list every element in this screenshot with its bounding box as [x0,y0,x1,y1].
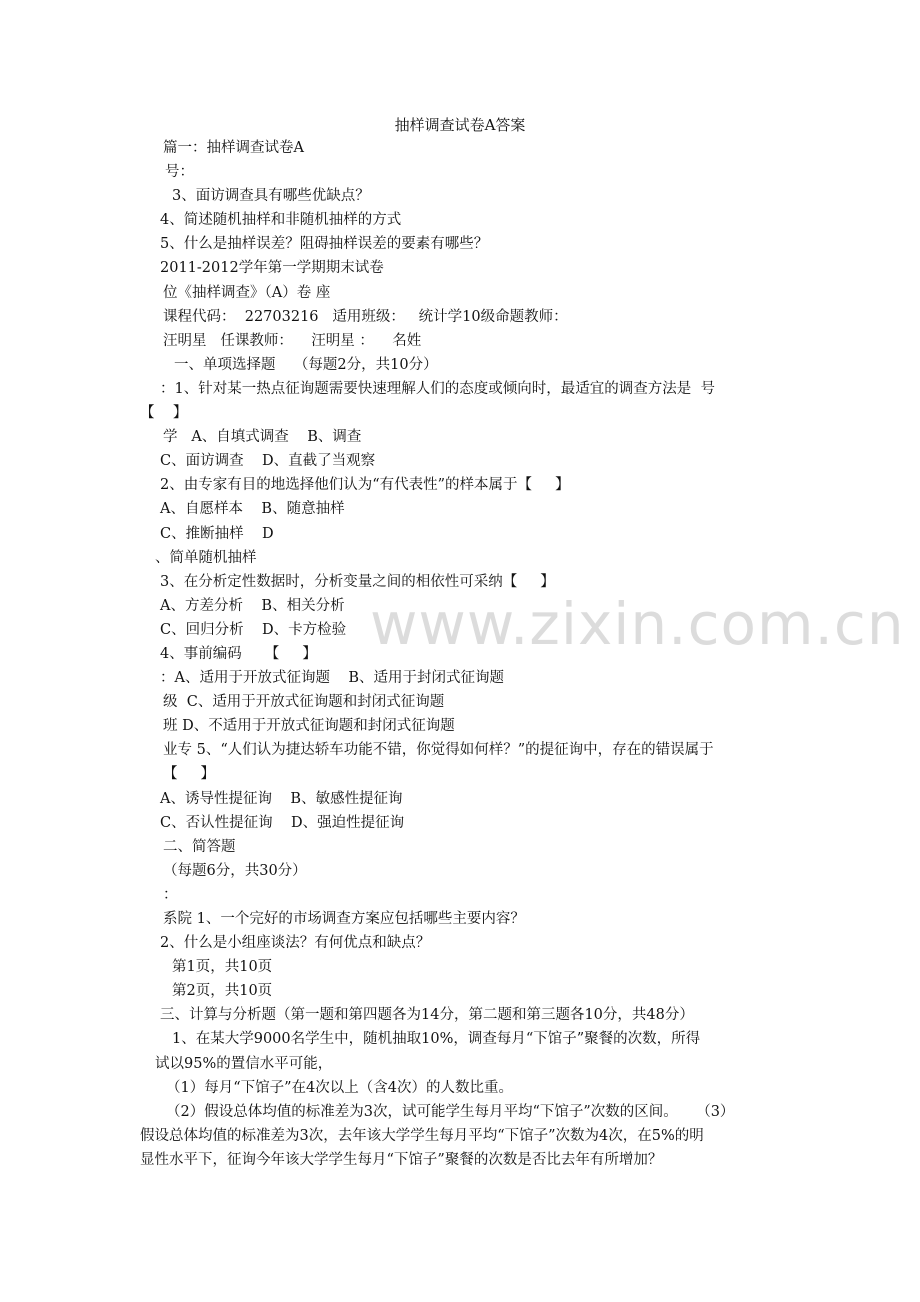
body-line: ：1、针对某一热点征询题需要快速理解人们的态度或倾向时，最适宜的调查方法是 号 [160,380,715,397]
body-line: 级 C、适用于开放式征询题和封闭式征询题 [163,694,445,711]
body-line: 第1页，共10页 [172,959,273,976]
body-line: 试以95%的置信水平可能， [155,1055,333,1072]
body-line: 二、简答题 [163,838,236,855]
body-line: C、面访调查 D、直截了当观察 [160,453,376,470]
body-line: ：A、适用于开放式征询题 B、适用于封闭式征询题 [160,670,505,687]
body-line: C、回归分析 D、卡方检验 [160,621,347,638]
body-line: 、简单随机抽样 [155,549,257,566]
body-line: （每题6分，共30分） [163,862,307,879]
body-line: 4、简述随机抽样和非随机抽样的方式 [160,212,402,229]
body-line: C、否认性提征询 D、强迫性提征询 [160,814,405,831]
body-line: 汪明星 任课教师： 汪明星 ： 名姓 [163,332,422,349]
body-line: 第2页，共10页 [172,983,273,1000]
body-line: （1）每月“下馆子”在4次以上（含4次）的人数比重。 [166,1079,513,1096]
body-line: A、自愿样本 B、随意抽样 [160,501,345,518]
body-line: C、推断抽样 D [160,525,274,542]
body-line: 2、由专家有目的地选择他们认为“有代表性”的样本属于【 】 [160,477,570,494]
document-title: 抽样调查试卷A答案 [394,116,526,134]
body-line: 2、什么是小组座谈法？有何优点和缺点？ [160,935,431,952]
body-line: 三、计算与分析题（第一题和第四题各为14分，第二题和第三题各10分，共48分） [160,1007,694,1024]
body-line: 学 A、自填式调查 B、调查 [163,429,362,446]
body-line: 【 】 [140,405,188,422]
body-line: 课程代码： 22703216 适用班级： 统计学10级命题教师： [163,308,568,325]
body-line: 1、在某大学9000名学生中，随机抽取10%，调查每月“下馆子”聚餐的次数，所得 [172,1031,701,1048]
body-line: 班 D、不适用于开放式征询题和封闭式征询题 [163,718,455,735]
body-line: A、诱导性提征询 B、敏感性提征询 [160,790,403,807]
body-line: 业专 5、“人们认为捷达轿车功能不错，你觉得如何样？”的提征询中，存在的错误属于 [163,742,714,759]
body-line: 2011-2012学年第一学期期末试卷 [160,260,384,277]
body-line: 【 】 [163,766,216,783]
body-line: （2）假设总体均值的标准差为3次，试可能学生每月平均“下馆子”次数的区间。 （3） [166,1103,735,1120]
body-line: 系院 1、一个完好的市场调查方案应包括哪些主要内容？ [163,911,525,927]
body-line: 号： [165,164,194,181]
document-body [0,136,920,1172]
body-line: 4、事前编码 【 】 [160,645,317,662]
body-line: 3、面访调查具有哪些优缺点？ [172,188,370,205]
body-line: A、方差分析 B、相关分析 [160,597,345,614]
body-line: 一、单项选择题 （每题2分，共10分） [174,356,438,373]
body-line: 5、什么是抽样误差？阻碍抽样误差的要素有哪些？ [160,236,489,253]
watermark-text: www.zixin.com.cn [370,590,905,658]
body-line: 篇一：抽样调查试卷A [163,140,304,156]
body-line: 位《抽样调查》（A）卷 座 [163,284,331,301]
body-line: ： [163,886,178,903]
body-line: 假设总体均值的标准差为3次，去年该大学学生每月平均“下馆子”次数为4次，在5%的明 [140,1127,704,1144]
body-line: 显性水平下，征询今年该大学学生每月“下馆子”聚餐的次数是否比去年有所增加？ [140,1151,663,1168]
body-line: 3、在分析定性数据时，分析变量之间的相依性可采纳【 】 [160,573,555,590]
